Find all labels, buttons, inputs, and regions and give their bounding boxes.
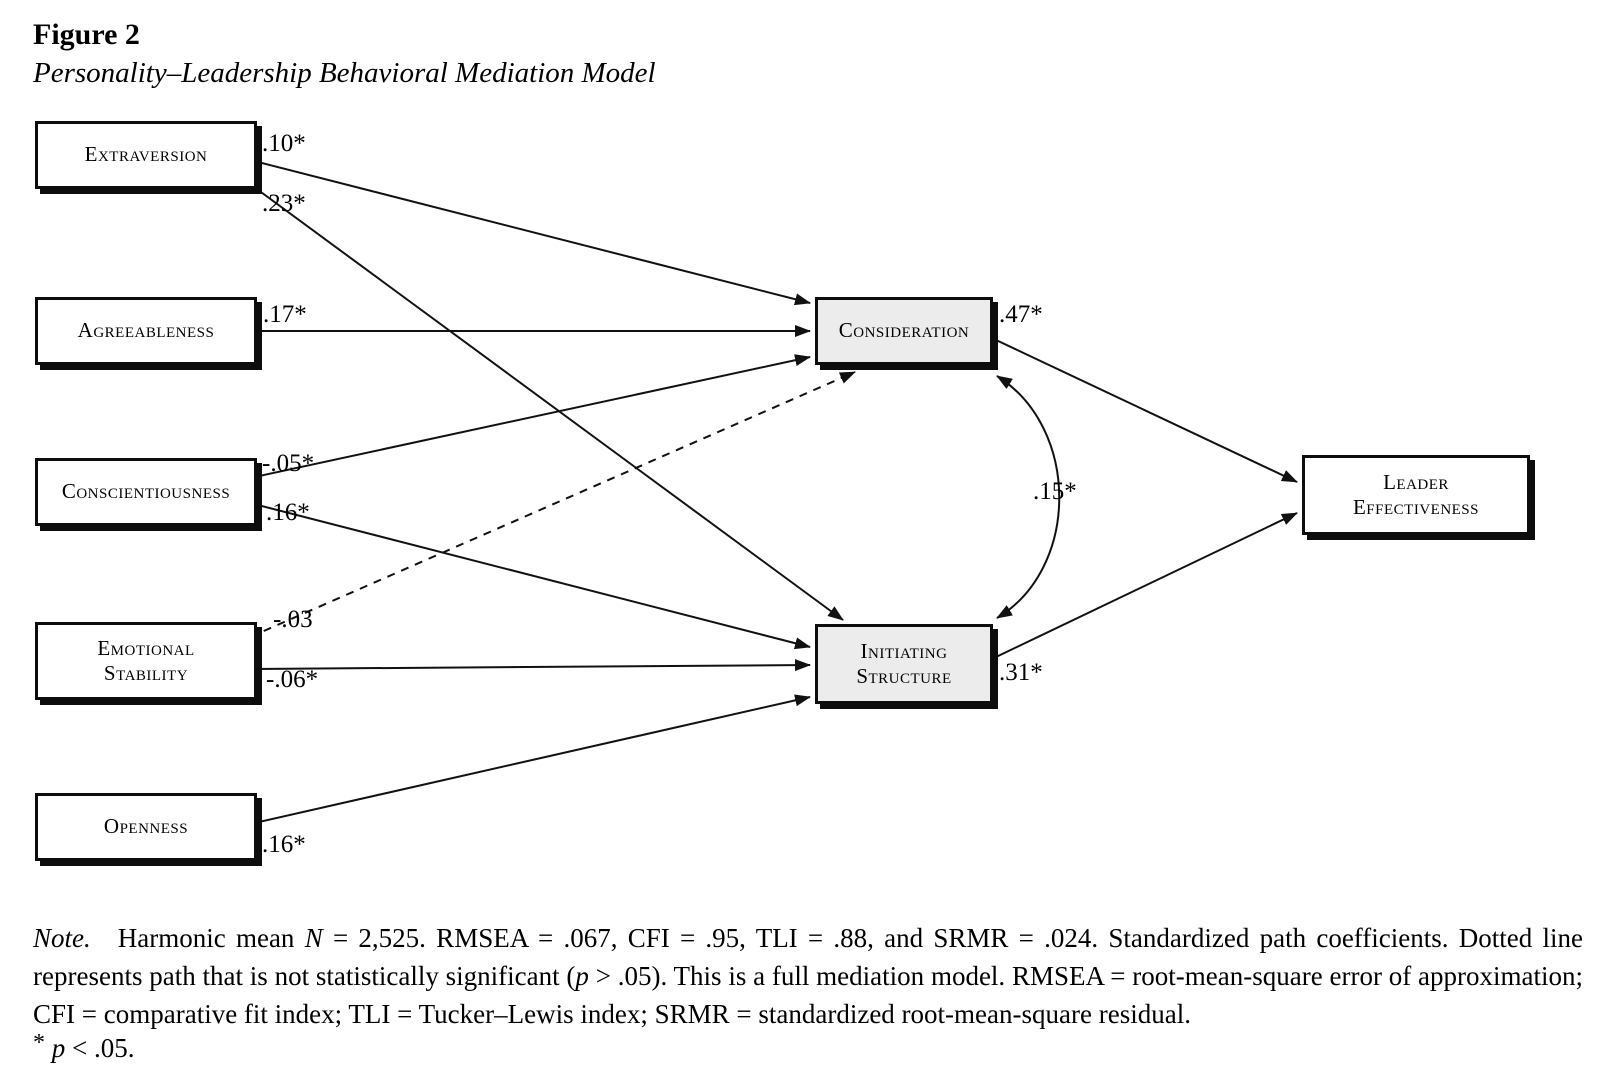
path-extraversion-initiating bbox=[250, 184, 843, 620]
node-emotional-stability-label: Emotional Stability bbox=[97, 635, 195, 685]
path-conscientiousness-consideration bbox=[250, 357, 810, 478]
node-openness bbox=[35, 793, 257, 861]
coef-extraversion-initiating: .23* bbox=[262, 190, 306, 217]
note-p-symbol: p bbox=[575, 960, 589, 991]
coef-initiating-effectiveness: .31* bbox=[999, 659, 1043, 686]
node-extraversion-label: Extraversion bbox=[84, 142, 208, 167]
figure-title: Personality–Leadership Behavioral Mediation Model bbox=[33, 57, 656, 89]
node-consideration-label: Consideration bbox=[838, 318, 970, 343]
figure-number: Figure 2 bbox=[33, 18, 140, 51]
path-initiating-effectiveness bbox=[996, 513, 1297, 657]
footnote-p-symbol: p bbox=[51, 1033, 66, 1063]
path-emotional-initiating bbox=[250, 665, 810, 669]
node-initiating-structure-label: Initiating Structure bbox=[856, 638, 952, 688]
coef-emotional-initiating: -.06* bbox=[266, 666, 319, 693]
note-text-3: > .05). This is a full mediation model. RMSEA = root-mean-square error of approximation; CFI = comparative fit index; TLI = Tucker–Lewis index; SRMR = standardized root-mean-square residual. bbox=[33, 960, 1584, 1029]
path-openness-initiating bbox=[250, 697, 810, 824]
note-text-2: = 2,525. RMSEA = .067, CFI = .95, TLI = .88, and SRMR = .024. Standardized path coefficients. Dotted line represents path that is not statistically significant ( bbox=[33, 923, 1583, 991]
node-conscientiousness bbox=[35, 458, 257, 526]
footnote-text: < .05. bbox=[65, 1033, 135, 1063]
path-consideration-effectiveness bbox=[996, 340, 1297, 482]
node-leader-effectiveness bbox=[1302, 455, 1530, 535]
node-agreeableness-label: Agreeableness bbox=[77, 318, 215, 343]
coef-conscientiousness-initiating: .16* bbox=[266, 499, 310, 526]
coef-openness-initiating: .16* bbox=[262, 831, 306, 858]
coef-consideration-effectiveness: .47* bbox=[999, 301, 1043, 328]
note-label: Note. bbox=[33, 923, 91, 953]
node-consideration bbox=[815, 297, 993, 365]
coef-emotional-consideration: -.03 bbox=[273, 606, 313, 633]
node-extraversion bbox=[35, 121, 257, 189]
node-agreeableness bbox=[35, 297, 257, 365]
coef-mediator-correlation: .15* bbox=[1033, 478, 1077, 505]
node-leader-effectiveness-label: Leader Effectiveness bbox=[1352, 469, 1479, 519]
coef-extraversion-consideration: .10* bbox=[262, 130, 306, 157]
footnote-asterisk: * bbox=[33, 1030, 45, 1056]
note-n-symbol: N bbox=[304, 923, 323, 953]
path-extraversion-consideration bbox=[250, 160, 810, 303]
coef-agreeableness-consideration: .17* bbox=[263, 301, 307, 328]
node-emotional-stability bbox=[35, 622, 257, 700]
node-conscientiousness-label: Conscientiousness bbox=[61, 479, 231, 504]
path-conscientiousness-initiating bbox=[250, 503, 810, 647]
note-text-1: Harmonic mean bbox=[90, 923, 305, 953]
node-openness-label: Openness bbox=[103, 814, 189, 839]
coef-conscientiousness-consideration: -.05* bbox=[262, 450, 315, 477]
node-initiating-structure bbox=[815, 624, 993, 704]
